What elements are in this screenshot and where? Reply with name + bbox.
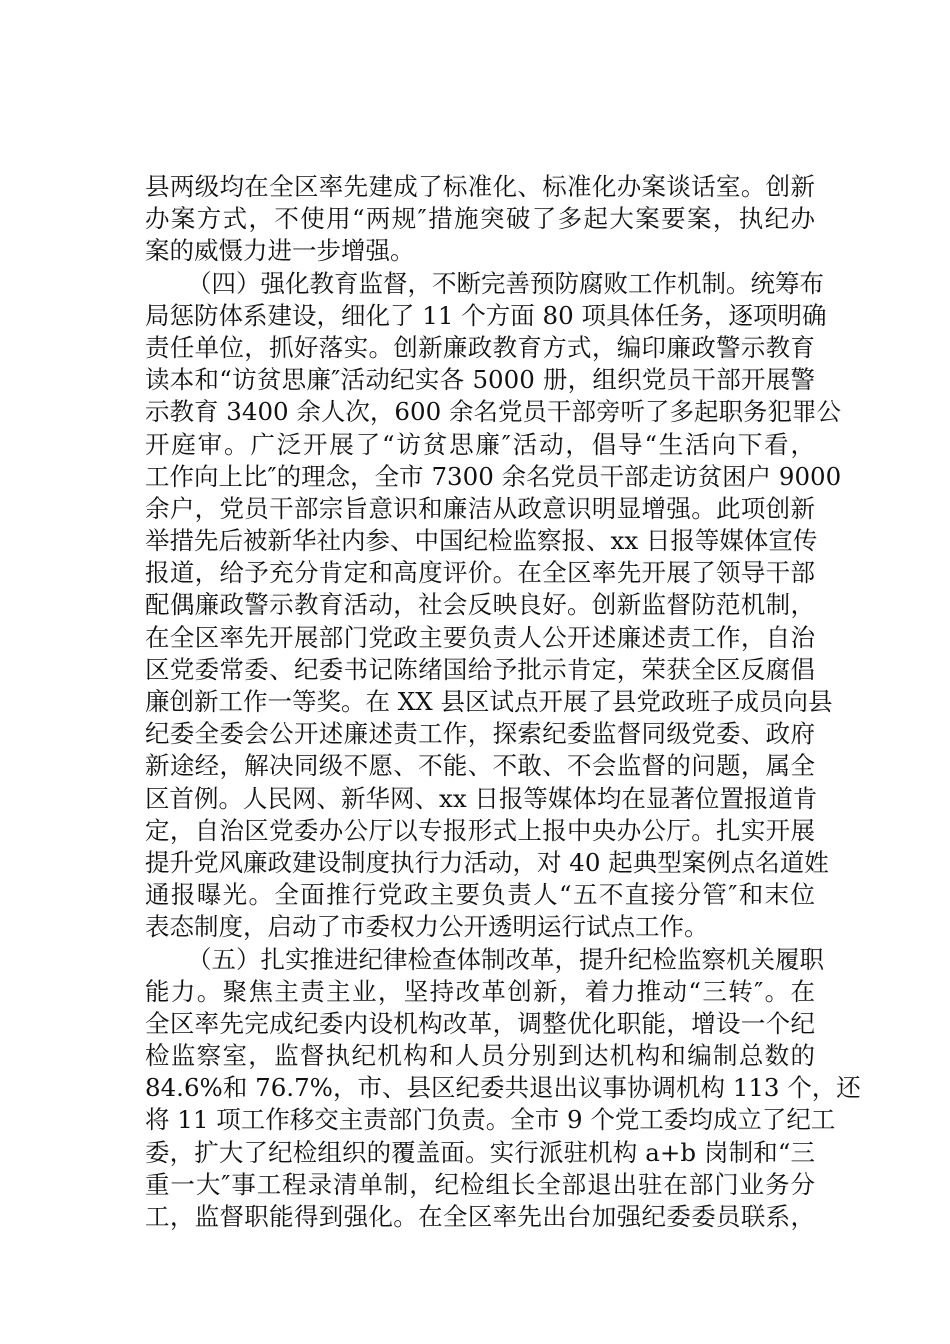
text-line: 配偶廉政警示教育活动，社会反映良好。创新监督防范机制， [145,590,815,620]
text-line: 余户，党员干部宗旨意识和廉洁从政意识明显增强。此项创新 [145,493,815,523]
text-line: 提升党风廉政建设制度执行力活动，对 40 起典型案例点名道姓 [145,847,829,877]
section-heading-line: （四）强化教育监督，不断完善预防腐败工作机制。统筹布 [187,268,824,298]
text-line: 84.6%和 76.7%，市、县区纪委共退出议事协调机构 113 个，还 [145,1073,861,1103]
text-line: 举措先后被新华社内参、中国纪检监察报、xx 日报等媒体宣传 [145,526,818,556]
text-line: 检监察室，监督执纪机构和人员分别到达机构和编制总数的 [145,1041,815,1071]
text-line: 读本和“访贫思廉″活动纪实各 5000 册，组织党员干部开展警 [145,365,815,395]
text-line: 县两级均在全区率先建成了标准化、标准化办案谈话室。创新 [145,172,815,201]
text-line: 在全区率先开展部门党政主要负责人公开述廉述责工作，自治 [145,622,815,652]
text-line: 工作向上比″的理念，全市 7300 余名党员干部走访贫困户 9000 [145,461,842,491]
text-line: 定，自治区党委办公厅以专报形式上报中央办公厅。扎实开展 [145,815,815,845]
text-line: 局惩防体系建设，细化了 11 个方面 80 项具体任务，逐项明确 [145,300,827,330]
text-line: 重一大″事工程录清单制，纪检组长全部退出驻在部门业务分 [145,1169,815,1199]
text-line: 责任单位，抓好落实。创新廉政教育方式，编印廉政警示教育 [145,332,815,362]
text-line: 办案方式，不使用“两规″措施突破了多起大案要案，执纪办 [145,204,815,234]
body-text [145,171,861,1233]
text-line: 报道，给予充分肯定和高度评价。在全区率先开展了领导干部 [145,558,815,588]
text-line: 全区率先完成纪委内设机构改革，调整优化职能，增设一个纪 [145,1008,815,1038]
text-line: 工，监督职能得到强化。在全区率先出台加强纪委委员联系， [145,1202,815,1231]
text-line: 开庭审。广泛开展了“访贫思廉″活动，倡导“生活向下看， [145,429,815,459]
text-line: 廉创新工作一等奖。在 XX 县区试点开展了县党政班子成员向县 [145,687,833,716]
section-heading-line: （五）扎实推进纪律检查体制改革，提升纪检监察机关履职 [187,944,824,974]
text-line: 通报曝光。全面推行党政主要负责人“五不直接分管″和末位 [145,880,815,910]
text-line: 案的威慑力进一步增强。 [145,236,415,266]
text-line: 能力。聚焦主责主业，坚持改革创新，着力推动“三转″。在 [145,976,815,1006]
text-line: 表态制度，启动了市委权力公开透明运行试点工作。 [145,912,709,942]
text-line: 区首例。人民网、新华网、xx 日报等媒体均在显著位置报道肯 [145,783,818,813]
text-line: 示教育 3400 余人次，600 余名党员干部旁听了多起职务犯罪公 [145,397,841,427]
text-line: 将 11 项工作移交主责部门负责。全市 9 个党工委均成立了纪工 [145,1105,836,1135]
text-line: 新途经，解决同级不愿、不能、不敢、不会监督的问题，属全 [145,751,815,781]
text-line: 委，扩大了纪检组织的覆盖面。实行派驻机构 a+b 岗制和“三 [145,1137,815,1167]
text-line: 纪委全委会公开述廉述责工作，探索纪委监督同级党委、政府 [145,719,815,749]
text-line: 区党委常委、纪委书记陈绪国给予批示肯定，荣获全区反腐倡 [145,654,815,684]
